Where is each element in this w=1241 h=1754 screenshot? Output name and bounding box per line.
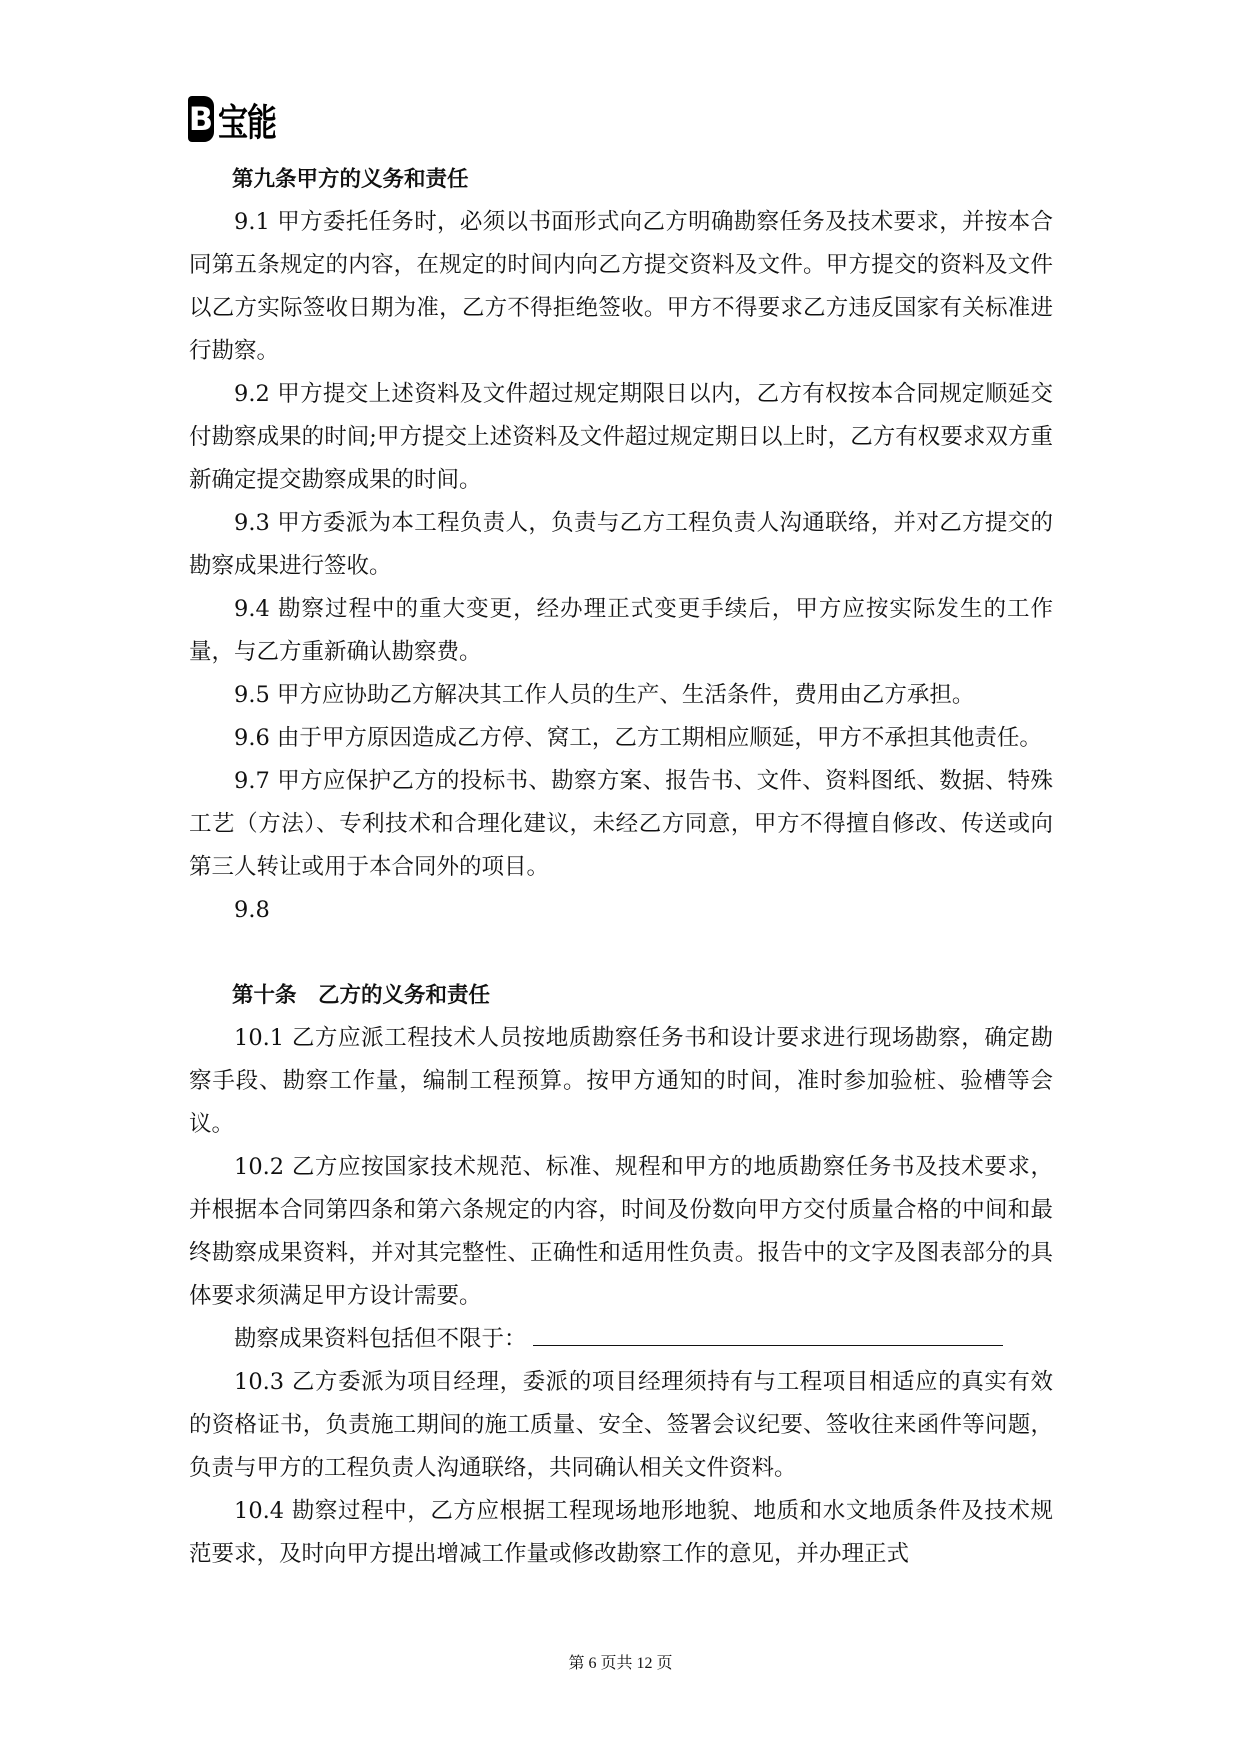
document-body [189, 158, 1053, 1576]
section-9-heading: 第九条甲方的义务和责任 [232, 167, 469, 192]
clause-10-3: 10.3 乙方委派为项目经理，委派的项目经理须持有与工程项目相适应的真实有效的资格证书，负责施工期间的施工质量、安全、签署会议纪要、签收往来函件等问题，负责与甲方的工程负责人沟通联络，共同确认相关文件资料。 [189, 1369, 1053, 1481]
clause-10-2: 10.2 乙方应按国家技术规范、标准、规程和甲方的地质勘察任务书及技术要求，并根据本合同第四条和第六条规定的内容，时间及份数向甲方交付质量合格的中间和最终勘察成果资料，并对其完整性、正确性和适用性负责。报告中的文字及图表部分的具体要求须满足甲方设计需要。 [189, 1154, 1053, 1309]
clause-9-1: 9.1 甲方委托任务时，必须以书面形式向乙方明确勘察任务及技术要求，并按本合同第五条规定的内容，在规定的时间内向乙方提交资料及文件。甲方提交的资料及文件以乙方实际签收日期为准，乙方不得拒绝签收。甲方不得要求乙方违反国家有关标准进行勘察。 [189, 209, 1053, 364]
logo-mark: B [188, 96, 214, 142]
clause-9-2: 9.2 甲方提交上述资料及文件超过规定期限日以内，乙方有权按本合同规定顺延交付勘察成果的时间;甲方提交上述资料及文件超过规定期日以上时，乙方有权要求双方重新确定提交勘察成果的时间。 [189, 381, 1053, 493]
clause-9-7: 9.7 甲方应保护乙方的投标书、勘察方案、报告书、文件、资料图纸、数据、特殊工艺（方法）、专利技术和合理化建议，未经乙方同意，甲方不得擅自修改、传送或向第三人转让或用于本合同外的项目。 [189, 768, 1053, 880]
clause-9-8: 9.8 [234, 897, 270, 923]
logo-text: 宝能 [218, 101, 276, 146]
clause-9-4: 9.4 勘察过程中的重大变更，经办理正式变更手续后，甲方应按实际发生的工作量，与乙方重新确认勘察费。 [189, 596, 1053, 665]
deliverables-label: 勘察成果资料包括但不限于： [234, 1326, 527, 1352]
page-number: 第 6 页共 12 页 [568, 1655, 673, 1672]
clause-9-6: 9.6 由于甲方原因造成乙方停、窝工，乙方工期相应顺延，甲方不承担其他责任。 [234, 725, 1042, 751]
clause-9-5: 9.5 甲方应协助乙方解决其工作人员的生产、生活条件，费用由乙方承担。 [234, 682, 975, 708]
section-10-heading: 第十条 乙方的义务和责任 [232, 983, 491, 1008]
clause-10-1: 10.1 乙方应派工程技术人员按地质勘察任务书和设计要求进行现场勘察，确定勘察手段、勘察工作量，编制工程预算。按甲方通知的时间，准时参加验桩、验槽等会议。 [189, 1025, 1053, 1137]
fill-in-blank[interactable] [533, 1319, 1003, 1346]
clause-9-3: 9.3 甲方委派为本工程负责人，负责与乙方工程负责人沟通联络，并对乙方提交的勘察成果进行签收。 [189, 510, 1053, 579]
clause-10-4: 10.4 勘察过程中，乙方应根据工程现场地形地貌、地质和水文地质条件及技术规范要求，及时向甲方提出增减工作量或修改勘察工作的意见，并办理正式 [189, 1498, 1053, 1567]
company-logo [188, 96, 276, 146]
deliverables-line [189, 1318, 1053, 1361]
section-spacer [189, 932, 1053, 974]
